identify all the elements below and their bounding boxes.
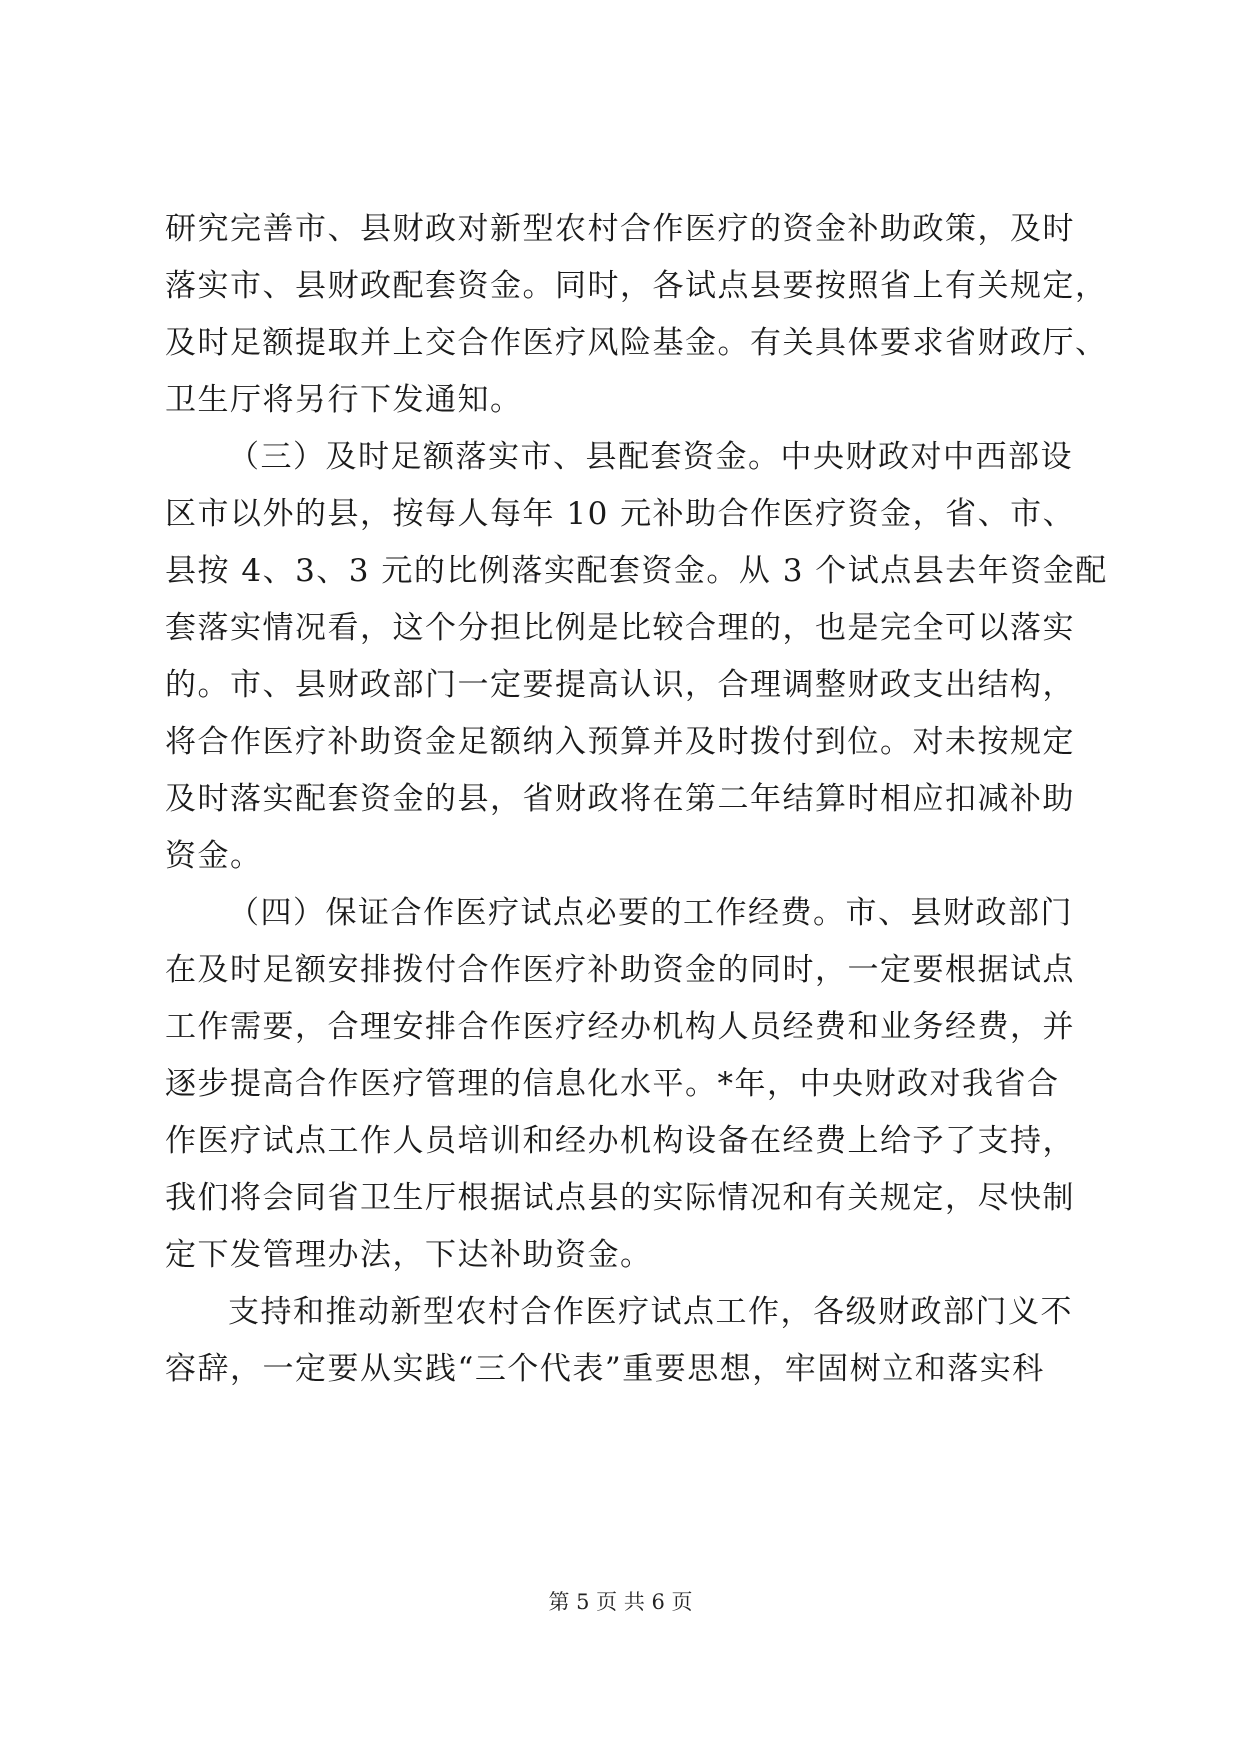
text-line: 定下发管理办法，下达补助资金。 (165, 1237, 653, 1273)
text-line: 县按 4、3、3 元的比例落实配套资金。从 3 个试点县去年资金配 (165, 553, 1108, 589)
text-line: 的。市、县财政部门一定要提高认识，合理调整财政支出结构， (165, 667, 1075, 703)
text-line: 作医疗试点工作人员培训和经办机构设备在经费上给予了支持， (165, 1123, 1075, 1159)
text-line: 及时足额提取并上交合作医疗风险基金。有关具体要求省财政厅、 (165, 325, 1108, 361)
text-line: 我们将会同省卫生厅根据试点县的实际情况和有关规定，尽快制 (165, 1180, 1075, 1216)
text-line: 及时落实配套资金的县，省财政将在第二年结算时相应扣减补助 (165, 781, 1075, 817)
text-line: （四）保证合作医疗试点必要的工作经费。市、县财政部门 (228, 895, 1073, 931)
text-line: 逐步提高合作医疗管理的信息化水平。*年，中央财政对我省合 (165, 1066, 1060, 1102)
text-line: 落实市、县财政配套资金。同时，各试点县要按照省上有关规定， (165, 268, 1108, 304)
text-line: 套落实情况看，这个分担比例是比较合理的，也是完全可以落实 (165, 610, 1075, 646)
text-line: 将合作医疗补助资金足额纳入预算并及时拨付到位。对未按规定 (165, 724, 1075, 760)
text-line: 支持和推动新型农村合作医疗试点工作，各级财政部门义不 (228, 1294, 1073, 1330)
text-line: 研究完善市、县财政对新型农村合作医疗的资金补助政策，及时 (165, 211, 1075, 247)
text-line: 资金。 (165, 838, 263, 874)
text-line: 在及时足额安排拨付合作医疗补助资金的同时，一定要根据试点 (165, 952, 1075, 988)
text-line: 卫生厅将另行下发通知。 (165, 382, 523, 418)
text-line: （三）及时足额落实市、县配套资金。中央财政对中西部设 (228, 439, 1073, 475)
text-line: 区市以外的县，按每人每年 10 元补助合作医疗资金，省、市、 (165, 496, 1076, 532)
page-footer: 第 5 页 共 6 页 (548, 1590, 693, 1614)
text-line: 容辞，一定要从实践“三个代表”重要思想，牢固树立和落实科 (165, 1351, 1045, 1387)
text-line: 工作需要，合理安排合作医疗经办机构人员经费和业务经费，并 (165, 1009, 1075, 1045)
